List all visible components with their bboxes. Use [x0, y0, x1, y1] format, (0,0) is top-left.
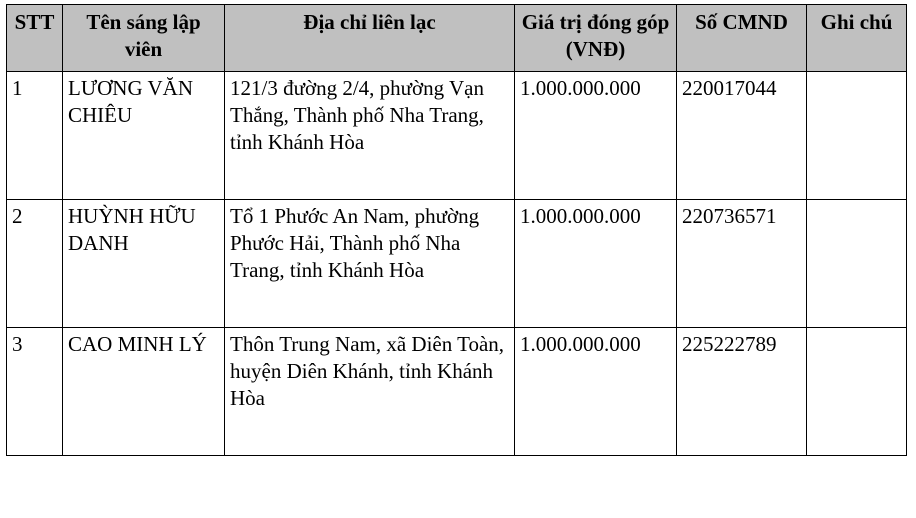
cell-name: LƯƠNG VĂN CHIÊU [63, 71, 225, 199]
column-header-stt: STT [7, 5, 63, 72]
column-header-name: Tên sáng lập viên [63, 5, 225, 72]
table-header [7, 5, 907, 72]
table-header-row [7, 5, 907, 72]
cell-note [807, 71, 907, 199]
founders-table [6, 4, 907, 456]
cell-id-number: 220017044 [677, 71, 807, 199]
cell-address: 121/3 đường 2/4, phường Vạn Thắng, Thành phố Nha Trang, tỉnh Khánh Hòa [225, 71, 515, 199]
column-header-contribution-value: Giá trị đóng góp (VNĐ) [515, 5, 677, 72]
cell-id-number: 220736571 [677, 199, 807, 327]
cell-stt: 2 [7, 199, 63, 327]
cell-name: HUỲNH HỮU DANH [63, 199, 225, 327]
cell-note [807, 199, 907, 327]
table-row [7, 327, 907, 455]
column-header-id-number: Số CMND [677, 5, 807, 72]
cell-note [807, 327, 907, 455]
cell-address: Thôn Trung Nam, xã Diên Toàn, huyện Diên Khánh, tỉnh Khánh Hòa [225, 327, 515, 455]
cell-name: CAO MINH LÝ [63, 327, 225, 455]
cell-contribution-value: 1.000.000.000 [515, 199, 677, 327]
cell-stt: 3 [7, 327, 63, 455]
table-row [7, 199, 907, 327]
column-header-address: Địa chỉ liên lạc [225, 5, 515, 72]
table-body [7, 71, 907, 455]
cell-address: Tổ 1 Phước An Nam, phường Phước Hải, Thành phố Nha Trang, tỉnh Khánh Hòa [225, 199, 515, 327]
column-header-note: Ghi chú [807, 5, 907, 72]
cell-contribution-value: 1.000.000.000 [515, 327, 677, 455]
cell-contribution-value: 1.000.000.000 [515, 71, 677, 199]
cell-id-number: 225222789 [677, 327, 807, 455]
cell-stt: 1 [7, 71, 63, 199]
table-row [7, 71, 907, 199]
